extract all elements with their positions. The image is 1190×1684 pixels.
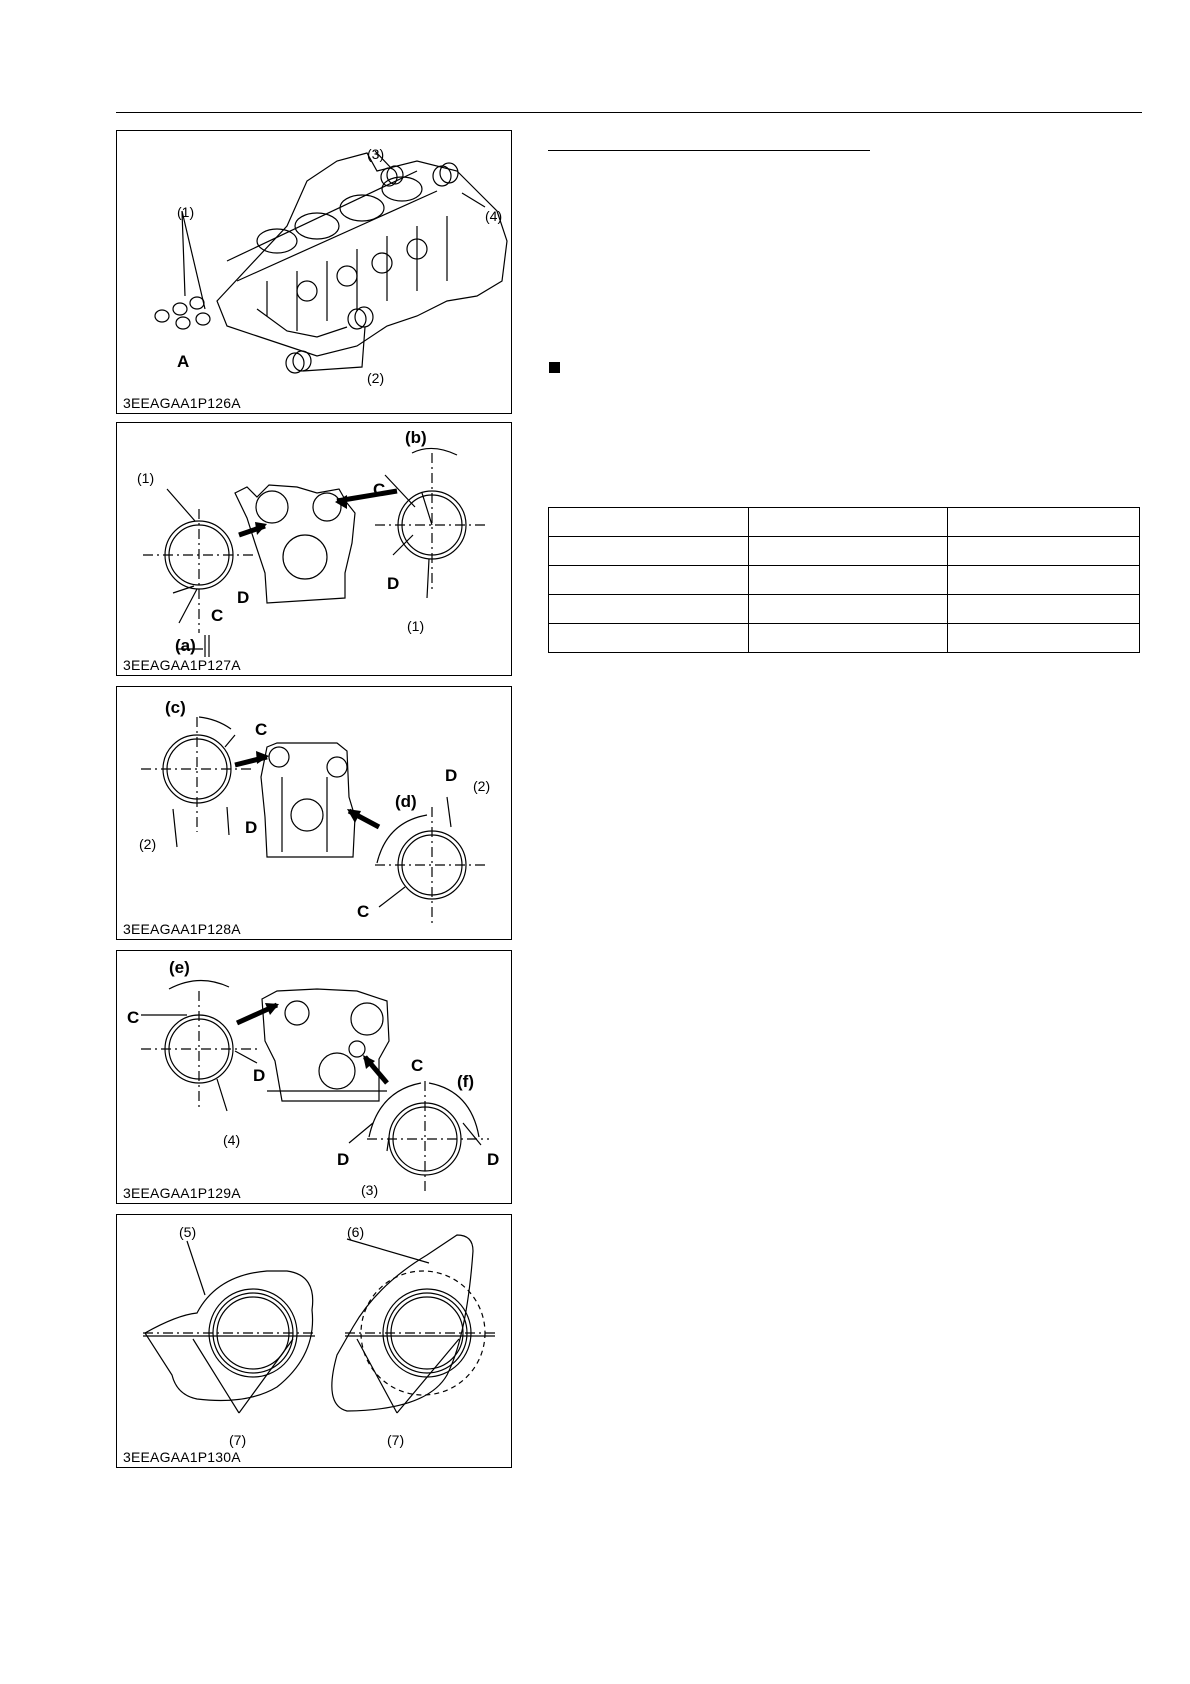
label-D-3: D xyxy=(487,1150,500,1169)
bushing-3-4-alignment-illustration xyxy=(117,951,513,1205)
label-4: (4) xyxy=(485,208,503,224)
label-1: (1) xyxy=(177,204,195,220)
label-C-2: C xyxy=(411,1056,424,1075)
label-C-1: C xyxy=(373,480,386,499)
label-c: (c) xyxy=(165,698,186,717)
label-C-2: C xyxy=(357,902,370,921)
figure-id: 3EEAGAA1P128A xyxy=(123,921,241,937)
bushing-2-alignment-illustration xyxy=(117,687,513,941)
label-3: (3) xyxy=(367,146,385,162)
label-A: A xyxy=(177,352,190,371)
bushing-tool-illustration xyxy=(117,1215,513,1469)
label-d: (d) xyxy=(395,792,417,811)
label-7b: (7) xyxy=(387,1432,405,1448)
engine-block-bushings-illustration xyxy=(117,131,513,415)
table-row xyxy=(549,595,1140,624)
figure-panel-130 xyxy=(116,1214,512,1468)
figure-panel-126 xyxy=(116,130,512,414)
label-2b: (2) xyxy=(473,778,491,794)
label-e: (e) xyxy=(169,958,190,977)
table-row xyxy=(549,624,1140,653)
header-rule xyxy=(116,112,1142,113)
label-D-2: D xyxy=(337,1150,350,1169)
spec-table xyxy=(548,507,1140,653)
label-5: (5) xyxy=(179,1224,197,1240)
label-D-1: D xyxy=(253,1066,266,1085)
table-row xyxy=(549,537,1140,566)
heading-underline xyxy=(548,150,870,151)
label-C-1: C xyxy=(127,1008,140,1027)
table-row xyxy=(549,508,1140,537)
figure-id: 3EEAGAA1P129A xyxy=(123,1185,241,1201)
label-a: (a) xyxy=(175,636,196,655)
label-D-1: D xyxy=(245,818,258,837)
label-4: (4) xyxy=(223,1132,241,1148)
label-2: (2) xyxy=(367,370,385,386)
label-7a: (7) xyxy=(229,1432,247,1448)
section-bullet-icon xyxy=(549,362,560,373)
label-2a: (2) xyxy=(139,836,157,852)
label-D-1: D xyxy=(237,588,250,607)
label-b: (b) xyxy=(405,428,427,447)
label-D-2: D xyxy=(445,766,458,785)
figure-panel-127 xyxy=(116,422,512,676)
label-3: (3) xyxy=(361,1182,379,1198)
label-C-2: C xyxy=(211,606,224,625)
label-6: (6) xyxy=(347,1224,365,1240)
label-f: (f) xyxy=(457,1072,474,1091)
figure-id: 3EEAGAA1P127A xyxy=(123,657,241,673)
figure-panel-128 xyxy=(116,686,512,940)
figure-panel-129 xyxy=(116,950,512,1204)
label-C-1: C xyxy=(255,720,268,739)
table-row xyxy=(549,566,1140,595)
figure-id: 3EEAGAA1P126A xyxy=(123,395,241,411)
label-1a: (1) xyxy=(137,470,155,486)
label-1b: (1) xyxy=(407,618,425,634)
label-D-2: D xyxy=(387,574,400,593)
figure-id: 3EEAGAA1P130A xyxy=(123,1449,241,1465)
